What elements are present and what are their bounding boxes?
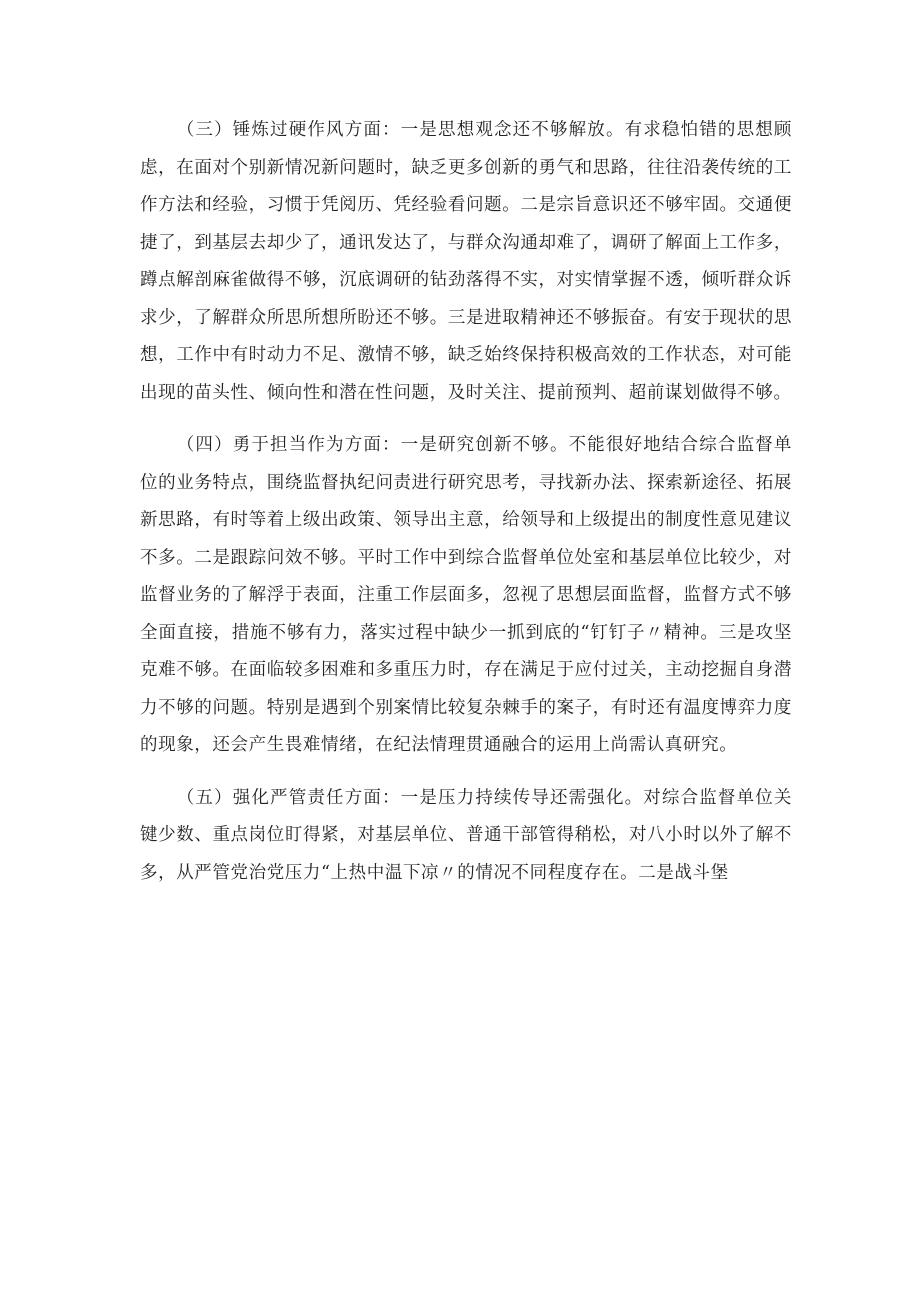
document-body <box>140 112 792 907</box>
paragraph-strict-management: （五）强化严管责任方面：一是压力持续传导还需强化。对综合监督单位关键少数、重点岗位盯得紧，对基层单位、普通干部管得稍松，对八小时以外了解不多，从严管党治党压力“上热中温下凉〃的情况不同程度存在。二是战斗堡 <box>140 787 792 883</box>
paragraph-responsibility: （四）勇于担当作为方面：一是研究创新不够。不能很好地结合综合监督单位的业务特点，围绕监督执纪问责进行研究思考，寻找新办法、探索新途径、拓展新思路，有时等着上级出政策、领导出主意，给领导和上级提出的制度性意见建议不多。二是跟踪问效不够。平时工作中到综合监督单位处室和基层单位比较少，对监督业务的了解浮于表面，注重工作层面多，忽视了思想层面监督，监督方式不够全面直接，措施不够有力，落实过程中缺少一抓到底的“钉钉子〃精神。三是攻坚克难不够。在面临较多困难和多重压力时，存在满足于应付过关，主动挖掘自身潜力不够的问题。特别是遇到个别案情比较复杂棘手的案子，有时还有温度博弈力度的现象，还会产生畏难情绪，在纪法情理贯通融合的运用上尚需认真研究。 <box>140 435 792 755</box>
paragraph-work-style: （三）锤炼过硬作风方面：一是思想观念还不够解放。有求稳怕错的思想顾虑，在面对个别新情况新问题时，缺乏更多创新的勇气和思路，往往沿袭传统的工作方法和经验，习惯于凭阅历、凭经验看问题。二是宗旨意识还不够牢固。交通便捷了，到基层去却少了，通讯发达了，与群众沟通却难了，调研了解面上工作多，蹲点解剖麻雀做得不够，沉底调研的钻劲落得不实，对实情掌握不透，倾听群众诉求少，了解群众所思所想所盼还不够。三是进取精神还不够振奋。有安于现状的思想，工作中有时动力不足、激情不够，缺乏始终保持积极高效的工作状态，对可能出现的苗头性、倾向性和潜在性问题，及时关注、提前预判、超前谋划做得不够。 <box>140 120 792 403</box>
